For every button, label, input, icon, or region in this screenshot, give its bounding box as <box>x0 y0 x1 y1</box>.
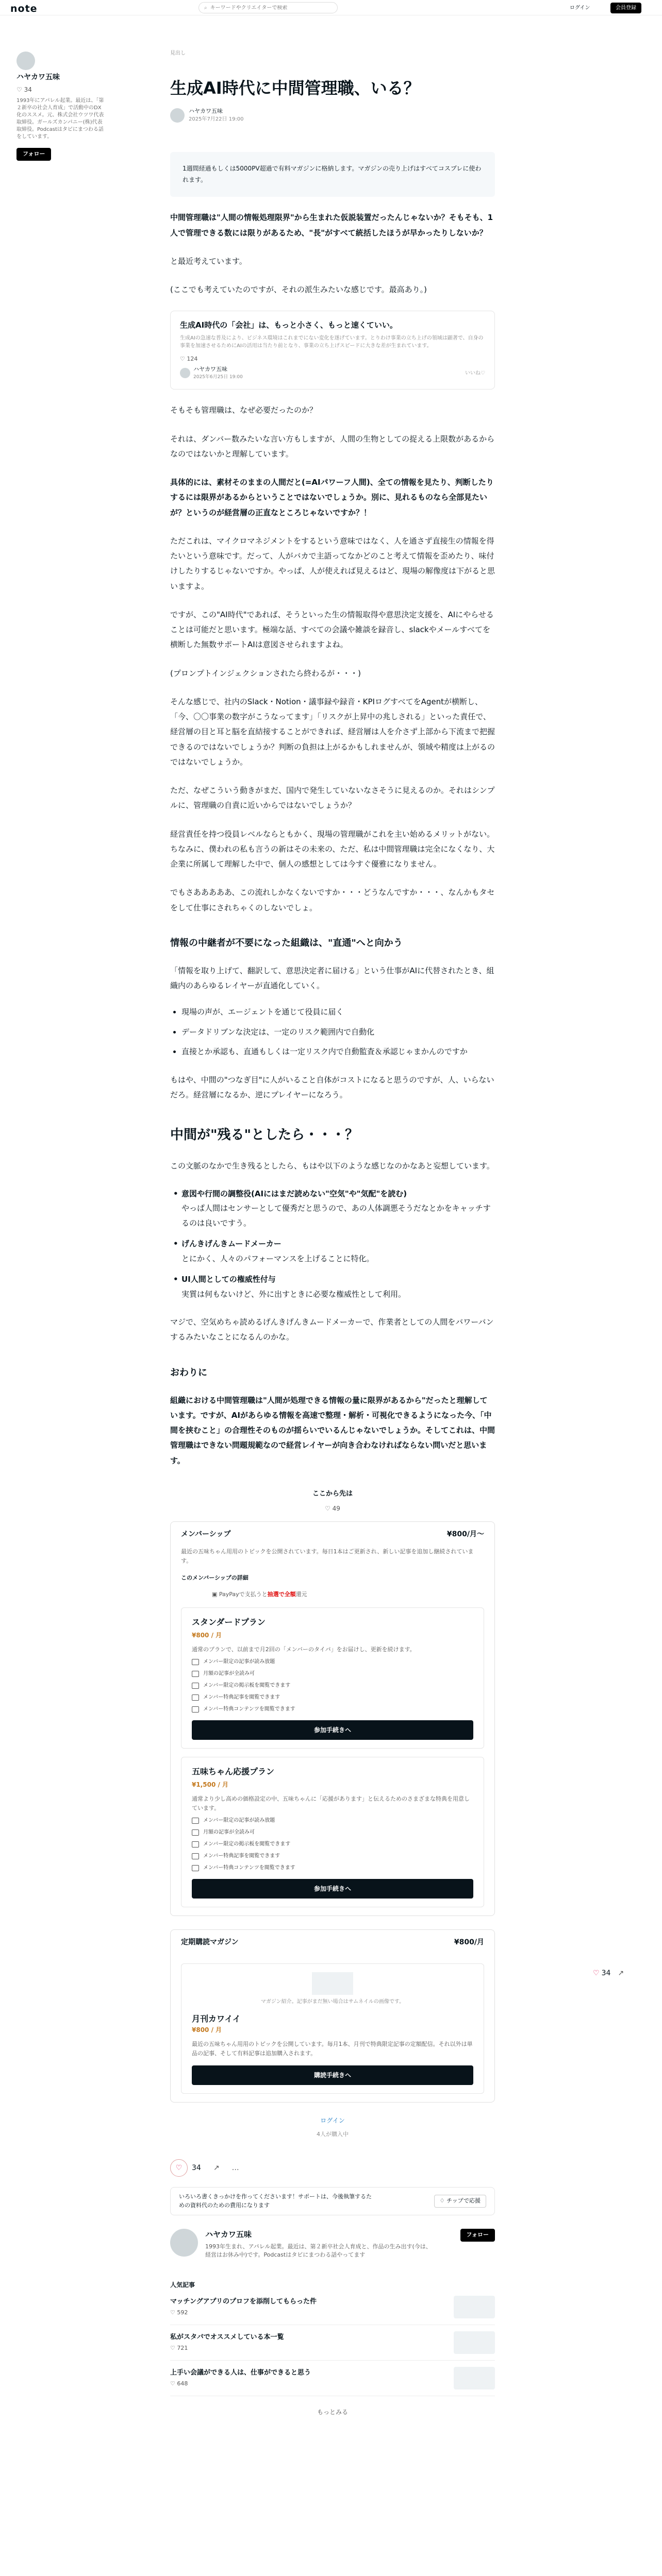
plan-desc: 通常より少し高めの価格設定の中、五味ちゃんに「応援があります」と伝えるためのさまざまな特典を用意しています。 <box>192 1795 470 1811</box>
share-icon[interactable]: ↗ <box>618 1969 624 1977</box>
magazine-card <box>181 1963 484 2093</box>
author-bio: 1993年生まれ、アパレル起業。最近は、第２新卒社会人育成と、作品の生み出す(今は、経営はお休み中)です。Podcastはタビにまつわる話やってます <box>205 2243 432 2259</box>
point-desc: やっぱ人間はセンサーとして優秀だと思うので、あの人体調悪そうだなとかをキャッチするのは良いですう。 <box>181 1204 491 1228</box>
feature-label: メンバー特典記事を閲覧できます <box>203 1694 280 1701</box>
embed-actions[interactable]: いいね♡ <box>465 370 485 376</box>
popular-thumbnail <box>454 2367 495 2389</box>
document-icon <box>192 1841 199 1848</box>
membership-desc: 最近の五味ちゃん用用のトピックを公開されています。毎日1本はご更新され、新しい記事を追加し継続されています。 <box>181 1548 474 1565</box>
embed-date: 2025年6月25日 19:00 <box>193 374 243 380</box>
paragraph: と最近考えています。 <box>170 256 247 266</box>
sidebar-likes <box>16 85 104 94</box>
tip-button[interactable] <box>434 2195 486 2208</box>
paywall-heading: ここから先は <box>312 1489 353 1498</box>
paragraph: この文脈のなかで生き残るとしたら、もはや以下のような感じなのかなあと妄想しています。 <box>170 1161 494 1171</box>
follow-button[interactable]: フォロー <box>16 148 51 161</box>
article-body <box>170 49 495 2417</box>
login-link[interactable]: ログイン <box>320 2116 345 2124</box>
floating-like-bar <box>593 1968 624 1979</box>
paragraph: もはや、中間の"つなぎ目"に人がいること自体がコストになると思うのですが、人、いらないだろ。経営層になるか、逆にプレイヤーになろう。 <box>170 1075 494 1100</box>
magazine-plan-price: ¥800 / 月 <box>192 2026 222 2034</box>
author-bio: 1993年にアパレル起業。最近は、「第２新卒の社会人育成」で活動中のDX化のススメ。元、株式会社ウツワ代表取締役。ガールズカンパニー(株)代表取締役。Podcastはタビにまつわる話をしています。 <box>16 98 104 140</box>
plan-price: ¥800 / 月 <box>192 1631 222 1639</box>
embed-title: 生成AI時代の「会社」は、もっと小さく、もっと速くていい。 <box>180 320 398 330</box>
section-heading: 中間が"残る"としたら・・・？ <box>170 1127 359 1143</box>
popular-title: 私がスタバでオススメしている本一覧 <box>170 2333 284 2341</box>
support-text: いろいろ書くきっかけを作ってくださいます！サポートは、今後執筆するための資料代のための費用になります <box>179 2193 372 2209</box>
plan-feature <box>192 1705 473 1713</box>
author-card <box>170 2229 495 2260</box>
paypay-highlight: 抽選で全額 <box>267 1591 296 1598</box>
subscribe-button[interactable]: 購読手続きへ <box>192 2065 473 2085</box>
plan-price: ¥1,500 / 月 <box>192 1781 229 1789</box>
paywall-likes[interactable]: ♡ 49 <box>325 1505 340 1513</box>
membership-price: ¥800/月〜 <box>446 1530 484 1539</box>
bullet-list <box>170 1005 495 1059</box>
magazine-price: ¥800/月 <box>454 1938 484 1947</box>
more-link[interactable]: もっとみる <box>317 2408 348 2416</box>
paragraph: (プロンプトインジェクションされたら終わるが・・・) <box>170 668 361 678</box>
publish-date: 2025年7月22日 19:00 <box>189 116 244 123</box>
gift-icon: ♢ <box>439 2197 446 2205</box>
document-icon <box>192 1818 199 1824</box>
popular-thumbnail <box>454 2331 495 2354</box>
section-heading: おわりに <box>170 1367 207 1378</box>
membership-detail-link[interactable]: このメンバーシップの詳細 <box>181 1574 249 1581</box>
magazine-box <box>170 1929 495 2102</box>
magazine-thumbnail <box>312 1972 353 1995</box>
plan-feature <box>192 1658 473 1666</box>
list-item[interactable] <box>170 2325 495 2361</box>
join-button[interactable]: 参加手続きへ <box>192 1879 473 1899</box>
paragraph: 「情報を取り上げて、翻訳して、意思決定者に届ける」という仕事がAIに代替されたとき、組織内のあらゆるレイヤーが直通化していく。 <box>170 965 494 991</box>
paragraph: 経営責任を持つ役員レベルならともかく、現場の管理職がこれを主い始めるメリットがない。ちなみに、僕われの私も言うの新はその未来の、ただ、私は中間管理職は完全になくなり、大企業に所属して理解した中で、個人の感想としては今すぐ優雅になりません。 <box>170 829 495 869</box>
embed-desc: 生成AIの急速な普及により、ビジネス環境はこれまでにない変化を遂げています。とりわけ事業の立ち上げの領域は顕著で、自身の事業を加速させるためにAIの活用は当たり前となり、事業の立ち上げスピードに大きな差が生まれています。 <box>180 335 484 349</box>
list-item: • 現場の声が、エージェントを通じて役員に届く <box>181 1005 495 1020</box>
paragraph: (ここでも考えていたのですが、それの派生みたいな感じです。最高あり。) <box>170 285 427 295</box>
feature-label: メンバー限定の記事が読み放題 <box>203 1659 275 1665</box>
point-desc: とにかく、人々のパフォーマンスを上げることに特化。 <box>181 1253 374 1263</box>
magazine-caption: マガジン紹介。記事がまだ無い場合はサムネイルの画像です。 <box>260 1999 405 2005</box>
feature-label: 月額の記事が全読み可 <box>203 1829 255 1836</box>
point-title: • UI人間としての権威性付与 <box>181 1272 495 1287</box>
purchase-count: 4人が購入中 <box>317 2130 349 2138</box>
plan-feature <box>192 1852 473 1860</box>
document-icon <box>192 1659 199 1665</box>
paragraph: 具体的には、素材そのままの人間だと(=AIパワーフ人間)、全ての情報を見たり、判断したりするには限界があるからということではないでしょうか。別に、見れるものなら全部見たいが？というのが経営層の正直なところじゃないですか？！ <box>170 478 494 517</box>
plan-title: 五味ちゃん応援プラン <box>192 1767 275 1777</box>
popular-heading: 人気記事 <box>170 2281 195 2289</box>
embedded-article-card[interactable] <box>170 311 495 389</box>
paypay-banner[interactable] <box>212 1590 484 1599</box>
popular-likes: ♡ 592 <box>170 2309 188 2316</box>
like-count: 34 <box>192 2163 201 2172</box>
action-bar <box>170 2159 495 2177</box>
signup-button[interactable]: 会員登録 <box>610 3 641 13</box>
note-logo[interactable]: note <box>10 3 38 14</box>
support-box <box>170 2187 495 2215</box>
feature-label: メンバー限定の掲示板を閲覧できます <box>203 1683 291 1689</box>
list-item[interactable] <box>170 2290 495 2325</box>
feature-label: メンバー特典コンテンツを閲覧できます <box>203 1706 295 1713</box>
popular-title: マッチングアプリのプロフを添削してもらった件 <box>170 2297 317 2306</box>
point-title: • げんきげんきムードメーカー <box>181 1236 495 1251</box>
popular-thumbnail <box>454 2296 495 2318</box>
point-list <box>170 1187 495 1302</box>
heart-icon: ♡ <box>180 355 187 362</box>
author-row <box>170 107 495 124</box>
like-button[interactable] <box>170 2159 188 2177</box>
embed-like-count: 124 <box>187 355 198 362</box>
document-icon <box>192 1683 199 1689</box>
magazine-desc: 最近の五味ちゃん用用のトピックを公開しています。毎月1本、月刊で特典限定記事の定額配信。それ以外は単品の記事、そして有料記事は追加購入されます。 <box>192 2041 473 2057</box>
feature-label: メンバー特典コンテンツを閲覧できます <box>203 1865 295 1871</box>
plan-feature <box>192 1693 473 1701</box>
section-heading: 情報の中継者が不要になった組織は、"直通"へと向かう <box>170 937 403 948</box>
membership-head <box>171 1522 494 1547</box>
avatar <box>180 368 190 378</box>
membership-box <box>170 1521 495 1916</box>
list-item: • 直接とか承認も、直通もしくは一定リスク内で自動監査＆承認じゃまかんのですか <box>181 1044 495 1059</box>
paragraph: マジで、空気めちゃ読めるげんきげんきムードメーカーで、作業者としての人間をバワーバンするみたいなことになるんのかな。 <box>170 1317 494 1342</box>
paragraph: そんな感じで、社内のSlack・Notion・議事録や録音・KPIログすべてをAgentが横断し、「今、〇〇事業の数字がこうなってます」「リスクが上昇中の兆しされる」といった責任で、経営層の目と耳と脳を直結接することができれば、経営層は人を介さず上部から下流まで把握できるのではないでしょうか？判断の負担は上がるかもしれませんが、領域や精度は上がるのではないでしょうか。 <box>170 697 495 767</box>
popular-likes: ♡ 648 <box>170 2380 188 2387</box>
popular-title: 上手い会議ができる人は、仕事ができると思う <box>170 2368 311 2377</box>
heart-icon[interactable]: ♡ <box>593 1969 600 1977</box>
document-icon <box>192 1853 199 1859</box>
plan-feature <box>192 1670 473 1677</box>
notice-box: 1週間経過もしくは5000PV超過で有料マガジンに格納します。マガジンの売り上げはすべてコスプレに使われます。 <box>170 152 495 197</box>
magazine-name: 月刊カワイイ <box>192 2014 241 2024</box>
paragraph: それは、ダンバー数みたいな言い方もしますが、人間の生物としての捉える上限数があるからなのではないかと理解しています。 <box>170 434 495 459</box>
magazine-title: 定期購読マガジン <box>181 1938 239 1947</box>
floating-like-count: 34 <box>601 1969 611 1977</box>
feature-label: メンバー限定の記事が読み放題 <box>203 1818 275 1824</box>
document-icon <box>192 1671 199 1677</box>
sidebar-like-count: 34 <box>24 86 32 93</box>
paragraph: そもそも管理職は、なぜ必要だったのか？ <box>170 405 318 415</box>
breadcrumb[interactable]: 見出し <box>170 50 186 56</box>
point-title: • 意図や行間の調整役(AIにはまだ読めない"空気"や"気配"を読む) <box>181 1187 495 1201</box>
heart-icon: ♡ <box>175 2163 183 2172</box>
paypay-rest: 還元 <box>295 1591 307 1598</box>
search-icon: ⌕ <box>204 5 207 11</box>
plan-title: スタンダードプラン <box>192 1617 266 1627</box>
page-title: 生成AI時代に中間管理職、いる？ <box>170 78 420 98</box>
avatar[interactable] <box>170 108 185 123</box>
paypay-text: PayPayで支払うと <box>219 1591 268 1598</box>
paragraph: ただこれは、マイクロマネジメントをするという意味ではなく、人を通さず直接生の情報を得たいという意味です。だって、人がバカで主語ってなかどのこと考えて情報を歪めたり、味付けしたりするじゃないですか。やっぱ、人が使えれば見えるはど、現場の解像度は下がると思いますよ。 <box>170 536 495 591</box>
search-input[interactable] <box>210 5 324 11</box>
follow-button[interactable]: フォロー <box>460 2229 495 2242</box>
embed-author: ハヤカワ五味 <box>193 366 227 373</box>
author-name[interactable]: ハヤカワ五味 <box>189 107 223 114</box>
list-item[interactable] <box>170 2361 495 2396</box>
heart-icon: ♡ <box>16 86 24 93</box>
list-item: • データドリブンな決定は、一定のリスク範囲内で自動化 <box>181 1025 495 1040</box>
document-icon <box>192 1694 199 1701</box>
magazine-head <box>171 1930 494 1955</box>
plan-card <box>181 1757 484 1907</box>
plan-feature <box>192 1682 473 1689</box>
author-sidebar <box>16 52 104 161</box>
paypay-icon: ▣ <box>212 1591 219 1598</box>
embed-author-row <box>180 365 485 381</box>
plan-feature <box>192 1828 473 1836</box>
plan-feature <box>192 1840 473 1848</box>
document-icon <box>192 1865 199 1871</box>
feature-label: メンバー限定の掲示板を閲覧できます <box>203 1841 291 1848</box>
document-icon <box>192 1829 199 1836</box>
paragraph: 中間管理職は"人間の情報処理限界"から生まれた仮説装置だったんじゃないか？そもそも、1人で管理できる数には限りがあるため、"長"がすべて統括したほうが早かったりしないか？ <box>170 213 493 238</box>
paragraph: ですが、この"AI時代"であれば、そうといった生の情報取得や意思決定支援を、AIにやらせることは可能だと思います。極端な話、すべての会議や雑談を録音し、slackやメールすべてを横断した無数サポートAIは意図させられますよね。 <box>170 609 494 650</box>
avatar[interactable] <box>170 2229 198 2257</box>
more-icon[interactable]: … <box>231 2163 239 2172</box>
membership-title: メンバーシップ <box>181 1530 231 1539</box>
paragraph: でもさあああああ、この流れしかなくないですか・・・どうなんですか・・・、なんかもタセをして仕事にされちゃくのしないでしょ。 <box>170 888 495 912</box>
author-name[interactable]: ハヤカワ五味 <box>205 2230 252 2240</box>
embed-likes <box>180 355 485 364</box>
top-header <box>0 0 662 15</box>
login-button[interactable]: ログイン <box>570 5 590 11</box>
join-button[interactable]: 参加手続きへ <box>192 1720 473 1740</box>
paragraph: ただ、なぜこういう動きがまだ、国内で発生していないなさそうに見えるのか。それはシンプルに、管理職の自責に近いからではないでしょうか？ <box>170 786 495 810</box>
avatar[interactable] <box>16 52 35 70</box>
share-icon[interactable]: ↗ <box>213 2163 220 2172</box>
popular-likes: ♡ 721 <box>170 2345 188 2352</box>
feature-label: メンバー特典記事を閲覧できます <box>203 1853 280 1859</box>
feature-label: 月額の記事が全読み可 <box>203 1671 255 1677</box>
document-icon <box>192 1706 199 1713</box>
tip-button-label: チップで応援 <box>446 2197 481 2205</box>
point-desc: 実質は何もないけど、外に出すときに必要な権威性として利用。 <box>181 1289 406 1299</box>
paragraph: 組織における中間管理職は"人間が処理できる情報の量に限界があるから"だったと理解しています。ですが、AIがあらゆる情報を高速で整理・解析・可視化できるようになった今、「中間を挟むこと」の合理性そのものが揺らいでいるんじゃないでしょうか。そしてこれは、中間管理職はできない問題規範なので経営レイヤーが向き合わなければならない問いだと思います。 <box>170 1395 495 1465</box>
plan-feature <box>192 1864 473 1872</box>
plan-card <box>181 1607 484 1749</box>
author-name[interactable]: ハヤカワ五味 <box>16 73 60 81</box>
plan-desc: 通常のプランで、以前まで月2回の「メンバーのタイパ」をお届けし、更新を続けます。 <box>192 1646 416 1653</box>
search-box[interactable] <box>198 2 338 13</box>
plan-feature <box>192 1817 473 1824</box>
